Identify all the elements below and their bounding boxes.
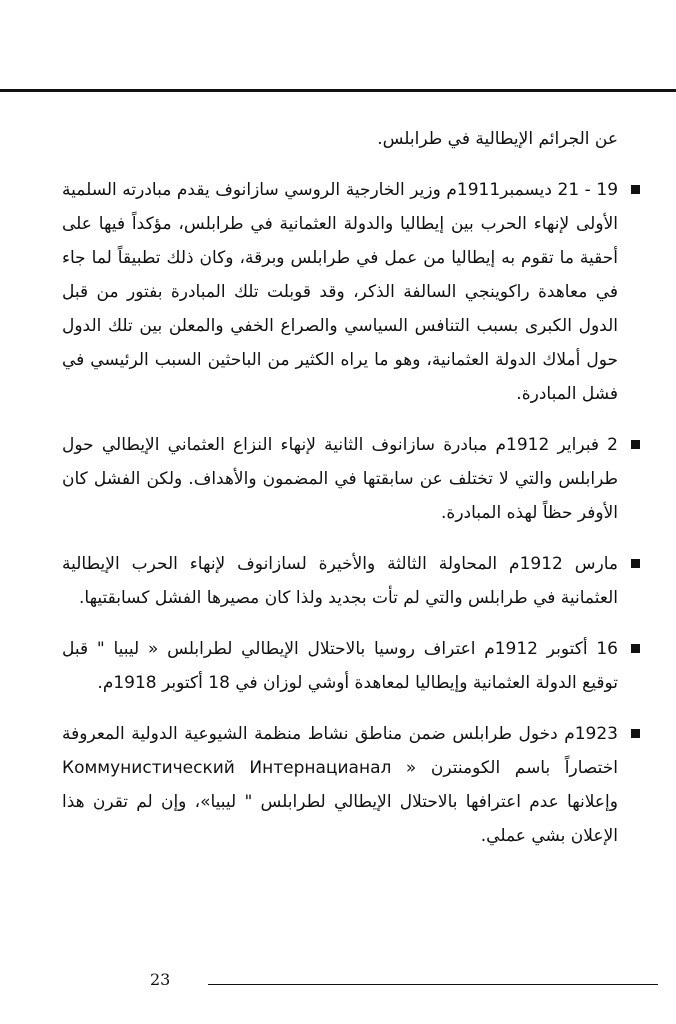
square-bullet-icon — [631, 185, 640, 194]
list-item-text: 16 أكتوبر 1912م اعتراف روسيا بالاحتلال الإيطالي لطرابلس « ليبيا " قبل توقيع الدولة العثمانية وإيطاليا لمعاهدة أوشي لوزان في 18 أكتوبر 1918م. — [62, 639, 618, 693]
intro-paragraph: عن الجرائم الإيطالية في طرابلس. — [377, 129, 618, 149]
list-item-text: 19 - 21 ديسمبر1911م وزير الخارجية الروسي سازانوف يقدم مبادرته السلمية الأولى لإنهاء الحرب بين إيطاليا والدولة العثمانية في طرابلس، مؤكداً فيها على أحقية ما تقوم به إيطاليا من عمل في طرابلس وبرقة، وكان ذلك تطبيقاً لما جاء في معاهدة راكوينجي السالفة الذكر، وقد قوبلت تلك المبادرة بفتور من قبل الدول الكبرى بسبب التنافس السياسي والصراع الخفي والمعلن بين تلك الدول حول أملاك الدولة العثمانية، وهو ما يراه الكثير من الباحثين السبب الرئيسي في فشل المبادرة. — [62, 180, 619, 404]
page-body — [62, 122, 618, 853]
square-bullet-icon — [631, 644, 640, 653]
square-bullet-icon — [631, 440, 640, 449]
list-item — [62, 717, 618, 853]
top-rule — [0, 89, 676, 92]
list-item-text: 1923م دخول طرابلس ضمن مناطق نشاط منظمة الشيوعية الدولية المعروفة اختصاراً باسم الكومنترن « Коммунистический Интернацианал وإعلانها عدم اعترافها بالاحتلال الإيطالي لطرابلس " ليبيا»، وإن لم تقرن هذا الإعلان بشي عملي. — [62, 724, 618, 846]
list-item-text: مارس 1912م المحاولة الثالثة والأخيرة لسازانوف لإنهاء الحرب الإيطالية العثمانية في طرابلس والتي لم تأت بجديد ولذا كان مصيرها الفشل كسابقتيها. — [62, 554, 618, 608]
footer-rule — [208, 984, 658, 985]
page-number: 23 — [150, 970, 171, 989]
square-bullet-icon — [631, 559, 640, 568]
list-item-text: 2 فبراير 1912م مبادرة سازانوف الثانية لإنهاء النزاع العثماني الإيطالي حول طرابلس والتي لا تختلف عن سابقتها في المضمون والأهداف. ولكن الفشل كان الأوفر حظاً لهذه المبادرة. — [62, 435, 618, 523]
list-item — [62, 428, 618, 530]
list-item — [62, 547, 618, 615]
square-bullet-icon — [631, 729, 640, 738]
list-item — [62, 632, 618, 700]
list-item — [62, 173, 618, 411]
